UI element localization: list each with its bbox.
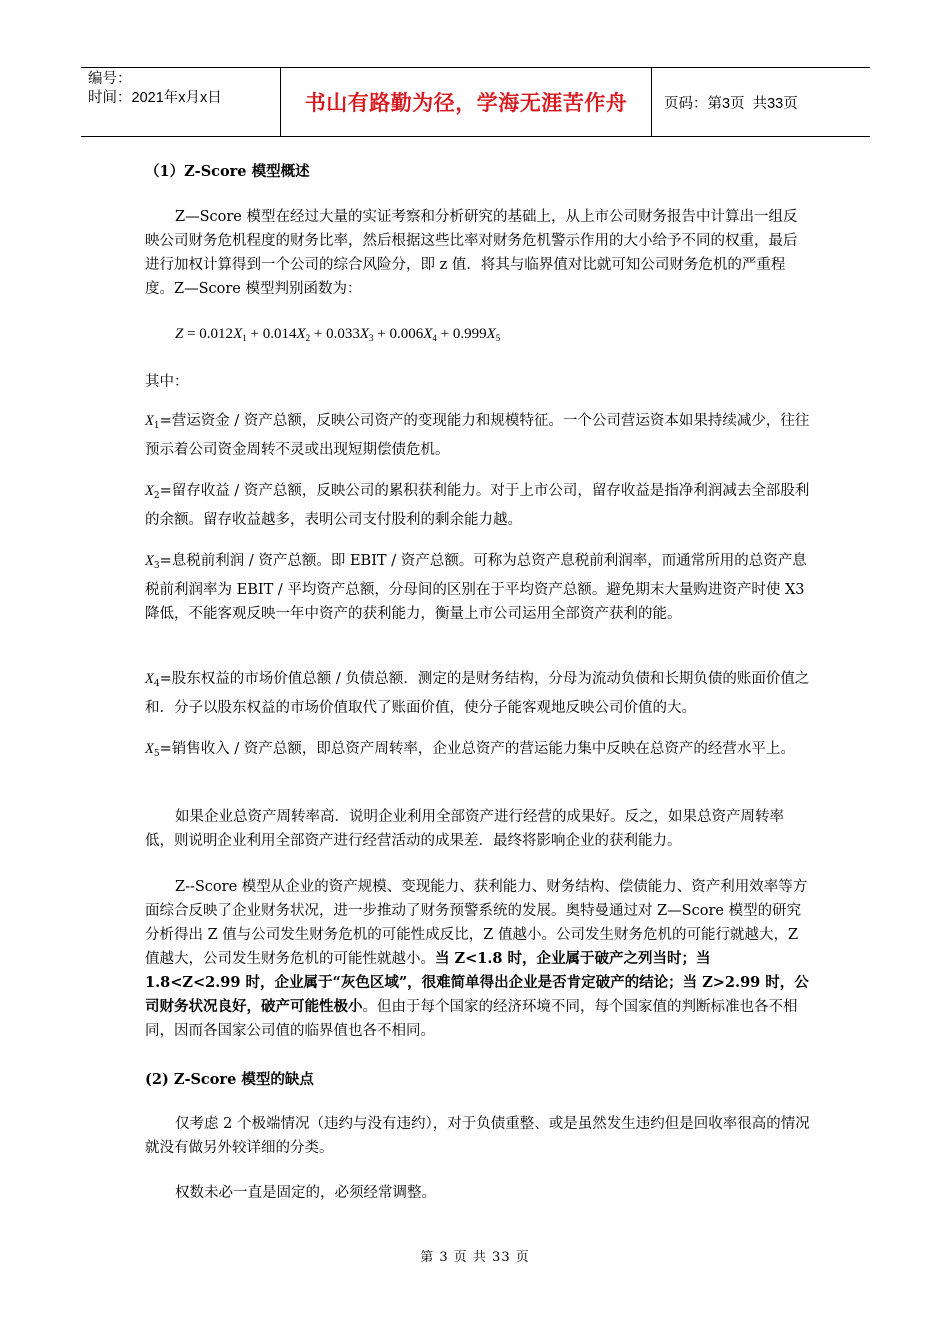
x2-text: =留存收益 / 资产总额，反映公司的累积获利能力。对于上市公司，留存收益是指净利润减去全部股利的余额。留存收益越多，表明公司支付股利的剩余能力越。 [145,483,810,528]
x5-definition [145,737,810,766]
formula-sub: 5 [495,333,501,343]
z-score-formula [175,322,840,350]
x1-symbol: X [145,413,154,429]
x1-subscript: 1 [153,421,160,431]
formula-x: X [233,326,243,342]
x2-definition [145,479,810,532]
formula-term: + 0.033 [310,326,360,342]
x1-definition [145,409,810,462]
formula-term: + 0.999 [436,326,487,342]
where-label: 其中： [145,374,189,390]
x5-symbol: X [145,741,154,757]
formula-x: X [296,326,306,342]
x3-text: =息税前利润 / 资产总额。即 EBIT / 资产总额。可称为总资产息税前利润率，而通常所用的总资产息税前利润率为 EBIT / 平均资产总额，分母间的区别在于平均资产总额。避免期末大量购进资产时使 X3 降低，不能客观反映一年中资产的获利能力，衡量上市公司运用全部资产获利的能。 [145,553,807,622]
formula-sub: 4 [432,333,437,343]
summary-paragraph [145,875,810,1043]
x3-subscript: 3 [153,561,160,571]
header-motto-cell [281,68,652,136]
formula-z: Z [175,326,184,342]
x5-text: =销售收入 / 资产总额，即总资产周转率，企业总资产的营运能力集中反映在总资产的经营水平上。 [159,741,795,757]
formula-sub: 3 [369,333,374,343]
summary-tail: 。但由于每个国家的经济环境不同，每个国家值的判断标准也各不相同，因而各国家公司值的临界值也各不相同。 [145,999,798,1039]
x4-symbol: X [145,671,154,687]
formula-x: X [359,326,370,342]
section1-heading: （1）Z-Score 模型概述 [145,163,310,180]
formula-term: = 0.012 [183,326,234,342]
x5-subscript: 5 [153,749,160,759]
x3-definition [145,549,810,626]
page-header [81,67,870,137]
x1-text: =营运资金 / 资产总额，反映公司资产的变现能力和规模特征。一个公司营运资本如果持续减少，往往预示着公司资金周转不灵或出现短期偿债危机。 [145,413,810,458]
drawback-paragraph-1: 仅考虑 2 个极端情况（违约与没有违约），对于负债重整、或是虽然发生违约但是回收率很高的情况就没有做另外较详细的分类。 [145,1116,810,1156]
intro-paragraph: Z—Score 模型在经过大量的实证考察和分析研究的基础上，从上市公司财务报告中计算出一组反映公司财务危机程度的财务比率，然后根据这些比率对财务危机警示作用的大小给予不同的权重，最后进行加权计算得到一个公司的综合风险分，即 z 值．将其与临界值对比就可知公司财务危机的严重程度。Z—Score 模型判别函数为： [145,209,798,297]
formula-x: X [486,326,496,342]
header-page-cell [652,68,870,136]
x2-symbol: X [145,483,154,499]
formula-sub: 2 [305,333,311,343]
motto: 书山有路勤为径，学海无涯苦作舟 [304,91,628,115]
x4-text: =股东权益的市场价值总额 / 负债总额．测定的是财务结构，分母为流动负债和长期负债的账面价值之和．分子以股东权益的市场价值取代了账面价值，使分子能客观地反映公司价值的大。 [145,671,810,716]
x2-subscript: 2 [153,491,160,501]
page-label: 页码：第3页 共33页 [664,95,798,112]
number-label: 编号： [88,71,132,87]
page-footer: 第 3 页 共 33 页 [420,1250,530,1265]
drawback-paragraph-2: 权数未必一直是固定的，必须经常调整。 [175,1185,436,1201]
summary-thresholds: 当 Z<1.8 时，企业属于破产之列当时；当 1.8<Z<2.99 时，企业属于“灰色区域”，很难简单得出企业是否肯定破产的结论；当 Z>2.99 时，公司财务状况良好，破产可能性极小 [145,950,809,1015]
header-meta [81,68,281,136]
section2-heading: (2) Z-Score 模型的缺点 [145,1071,314,1088]
formula-sub: 1 [242,333,247,343]
x4-subscript: 4 [153,679,160,689]
x4-definition [145,667,810,720]
formula-term: + 0.014 [246,326,297,342]
time-label: 时间：2021年x月x日 [88,90,222,106]
turnover-paragraph: 如果企业总资产周转率高．说明企业利用全部资产进行经营的成果好。反之，如果总资产周转率低，则说明企业利用全部资产进行经营活动的成果差．最终将影响企业的获利能力。 [145,809,784,849]
summary-text: Z--Score 模型从企业的资产规模、变现能力、获利能力、财务结构、偿债能力、资产利用效率等方面综合反映了企业财务状况，进一步推动了财务预警系统的发展。奥特曼通过对 Z—Score 模型的研究分析得出 Z 值与公司发生财务危机的可能性成反比，Z 值越小。公司发生财务危机的可能行就越大，Z 值越大，公司发生财务危机的可能性就越小。 [145,879,808,967]
x3-symbol: X [145,553,154,569]
formula-term: + 0.006 [373,326,424,342]
formula-x: X [423,326,433,342]
